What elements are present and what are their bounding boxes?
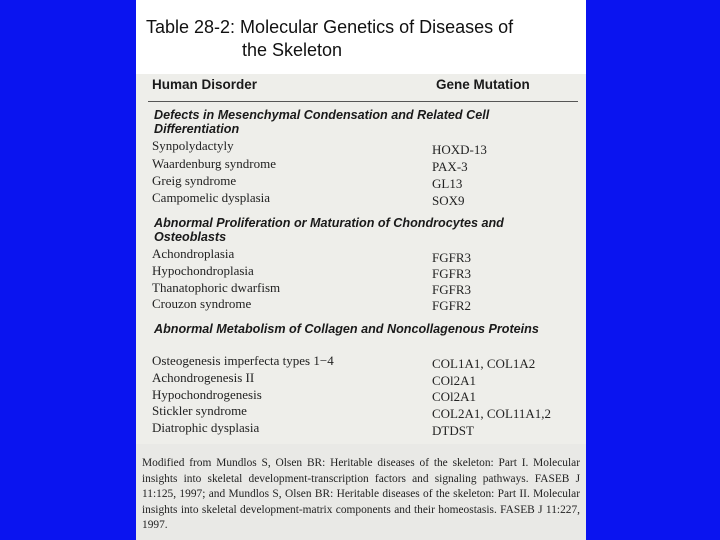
header-rule <box>148 101 578 102</box>
gene-cell: COL1A1, COL1A2 <box>432 356 536 371</box>
scanned-table <box>136 74 586 540</box>
gene-cell: FGFR3 <box>432 282 472 297</box>
header-gene: Gene Mutation <box>436 77 530 92</box>
title-line-1: Table 28-2: Molecular Genetics of Diseases of <box>146 17 514 37</box>
disorder-cell: Achondroplasia <box>152 246 235 261</box>
gene-cell: FGFR2 <box>432 298 472 313</box>
title-line-2: the Skeleton <box>242 40 343 60</box>
section-title: Defects in Mesenchymal Condensation and Related Cell Differentiation <box>154 108 490 136</box>
disorder-cell: Crouzon syndrome <box>152 296 252 311</box>
disorder-cell: Hypochondroplasia <box>152 263 254 278</box>
section-title: Abnormal Proliferation or Maturation of Chondrocytes and Osteoblasts <box>154 216 504 244</box>
disorder-cell: Diatrophic dysplasia <box>152 420 260 435</box>
disorder-cell: Greig syndrome <box>152 173 237 188</box>
gene-cell: FGFR3 <box>432 266 472 281</box>
gene-cell: SOX9 <box>432 193 465 208</box>
gene-cell: PAX-3 <box>432 159 468 174</box>
disorder-cell: Campomelic dysplasia <box>152 190 271 205</box>
disorder-cell: Hypochondrogenesis <box>152 387 262 402</box>
slide-title <box>136 0 586 74</box>
disorder-cell: Stickler syndrome <box>152 403 247 418</box>
disorder-cell: Thanatophoric dwarfism <box>152 280 281 295</box>
gene-cell: GL13 <box>432 176 463 191</box>
section-title: Abnormal Metabolism of Collagen and Noncollagenous Proteins <box>154 322 539 336</box>
gene-cell: HOXD-13 <box>432 142 487 157</box>
gene-cell: DTDST <box>432 423 474 438</box>
gene-cell: COl2A1 <box>432 373 477 388</box>
disorder-cell: Achondrogenesis II <box>152 370 255 385</box>
header-disorder: Human Disorder <box>152 77 258 92</box>
disorder-cell: Synpolydactyly <box>152 138 234 153</box>
disorder-cell: Waardenburg syndrome <box>152 156 276 171</box>
gene-cell: COL2A1, COL11A1,2 <box>432 406 552 421</box>
gene-cell: COl2A1 <box>432 389 477 404</box>
gene-cell: FGFR3 <box>432 250 472 265</box>
table-footnote: Modified from Mundlos S, Olsen BR: Heritable diseases of the skeleton: Part I. Molecular insights into skeletal development-transcription factors and signaling pathways. FASEB J 11:125, 1997; and Mundlos S, Olsen BR: Heritable diseases of the skeleton: Part II. Molecular insights into skeletal development-matrix components and their homeostasis. FASEB J 11:227, 1997. <box>142 457 580 531</box>
disorder-cell: Osteogenesis imperfecta types 1−4 <box>152 353 334 368</box>
